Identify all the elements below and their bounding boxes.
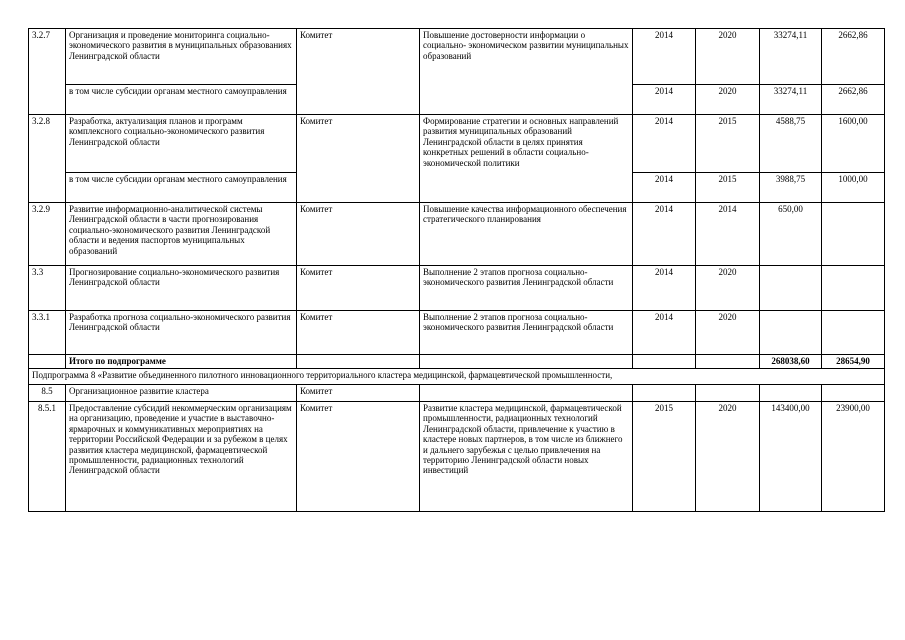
executor: Комитет xyxy=(297,311,420,355)
total-amount xyxy=(760,266,822,311)
expected-result: Повышение достоверности информации о социально- экономическом развитии муниципальных образований xyxy=(420,29,633,115)
subsidy-note: в том числе субсидии органам местного самоуправления xyxy=(66,173,297,203)
total-amount xyxy=(760,311,822,355)
table-row xyxy=(29,402,885,512)
table-row xyxy=(29,115,885,173)
row-code: 8.5.1 xyxy=(29,402,66,512)
expected-result: Выполнение 2 этапов прогноза социально-экономического развития Ленинградской области xyxy=(420,311,633,355)
start-year: 2014 xyxy=(633,266,696,311)
end-year: 2015 xyxy=(696,115,760,173)
total-amount: 33274,11 xyxy=(760,85,822,115)
executor: Комитет xyxy=(297,402,420,512)
table-row xyxy=(29,311,885,355)
total-amount: 4588,75 xyxy=(760,115,822,173)
end-year: 2020 xyxy=(696,402,760,512)
total-amount: 3988,75 xyxy=(760,173,822,203)
row-code: 3.2.7 xyxy=(29,29,66,115)
program-table xyxy=(28,28,885,512)
table-row xyxy=(29,29,885,85)
start-year: 2014 xyxy=(633,173,696,203)
start-year: 2014 xyxy=(633,115,696,173)
end-year: 2020 xyxy=(696,311,760,355)
expected-result: Развитие кластера медицинской, фармацевтической промышленности, радиационных технологий Ленинградской области, привлечение к участию в кластере новых партнеров, в том числе из ближнего и дальнего зарубежья с целью привлечения на территорию Ленинградской области новых инвестиций xyxy=(420,402,633,512)
row-code: 3.2.9 xyxy=(29,203,66,266)
start-year: 2014 xyxy=(633,29,696,85)
end-year: 2014 xyxy=(696,203,760,266)
year-amount xyxy=(822,266,885,311)
subsidy-note: в том числе субсидии органам местного самоуправления xyxy=(66,85,297,115)
table-row xyxy=(29,203,885,266)
total-amount: 143400,00 xyxy=(760,402,822,512)
executor: Комитет xyxy=(297,266,420,311)
year-amount: 1000,00 xyxy=(822,173,885,203)
executor: Комитет xyxy=(297,29,420,115)
expected-result: Выполнение 2 этапов прогноза социально-экономического развития Ленинградской области xyxy=(420,266,633,311)
year-amount: 23900,00 xyxy=(822,402,885,512)
activity-name: Разработка прогноза социально-экономического развития Ленинградской области xyxy=(66,311,297,355)
activity-name: Организация и проведение мониторинга социально-экономического развития в муниципальных образованиях Ленинградской области xyxy=(66,29,297,85)
executor: Комитет xyxy=(297,115,420,203)
year-amount: 1600,00 xyxy=(822,115,885,173)
row-code: 3.2.8 xyxy=(29,115,66,203)
row-code: 3.3 xyxy=(29,266,66,311)
subtotal-year: 28654,90 xyxy=(822,355,885,369)
year-amount: 2662,86 xyxy=(822,29,885,85)
row-code: 3.3.1 xyxy=(29,311,66,355)
activity-name: Прогнозирование социально-экономического развития Ленинградской области xyxy=(66,266,297,311)
table-row xyxy=(29,385,885,402)
end-year: 2020 xyxy=(696,85,760,115)
end-year: 2015 xyxy=(696,173,760,203)
subtotal-row xyxy=(29,355,885,369)
subtotal-label: Итого по подпрограмме xyxy=(66,355,297,369)
total-amount: 33274,11 xyxy=(760,29,822,85)
table-row xyxy=(29,266,885,311)
start-year: 2014 xyxy=(633,311,696,355)
executor: Комитет xyxy=(297,203,420,266)
total-amount: 650,00 xyxy=(760,203,822,266)
year-amount xyxy=(822,203,885,266)
expected-result: Повышение качества информационного обеспечения стратегического планирования xyxy=(420,203,633,266)
year-amount: 2662,86 xyxy=(822,85,885,115)
subprogram-banner-row xyxy=(29,369,885,385)
start-year: 2014 xyxy=(633,85,696,115)
executor: Комитет xyxy=(297,385,420,402)
end-year: 2020 xyxy=(696,29,760,85)
subprogram-title: Подпрограмма 8 «Развитие объединенного пилотного инновационного территориального кластера медицинской, фармацевтической промышленности, xyxy=(29,369,885,385)
year-amount xyxy=(822,311,885,355)
row-code: 8.5 xyxy=(29,385,66,402)
expected-result: Формирование стратегии и основных направлений развития муниципальных образований Ленинградской области в целях принятия конкретных решений в области социально-экономической политики xyxy=(420,115,633,203)
activity-name: Предоставление субсидий некоммерческим организациям на организацию, проведение и участие в выставочно-ярмарочных и коммуникативных мероприятиях на территории Российской Федерации и за рубежом в целях развития кластера медицинской, фармацевтической промышленности, радиационных технологий Ленинградской области xyxy=(66,402,297,512)
end-year: 2020 xyxy=(696,266,760,311)
start-year: 2015 xyxy=(633,402,696,512)
activity-name: Организационное развитие кластера xyxy=(66,385,297,402)
activity-name: Развитие информационно-аналитической системы Ленинградской области в части прогнозирования социально-экономического развития Ленинградской области и ведения паспортов муниципальных образований xyxy=(66,203,297,266)
activity-name: Разработка, актуализация планов и программ комплексного социально-экономического развития Ленинградской области xyxy=(66,115,297,173)
start-year: 2014 xyxy=(633,203,696,266)
subtotal-total: 268038,60 xyxy=(760,355,822,369)
